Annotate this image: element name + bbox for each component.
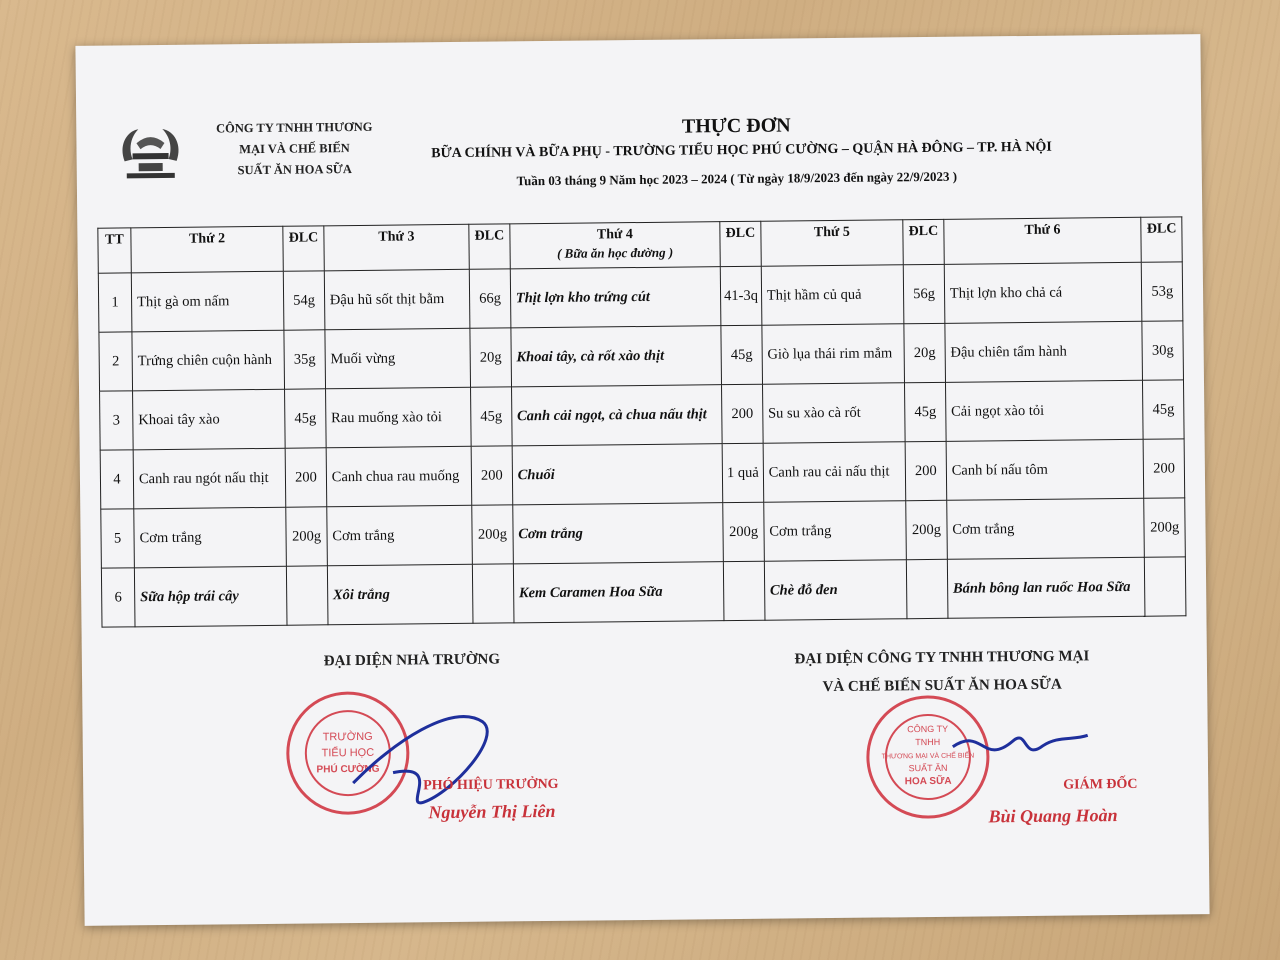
dish-thu6: Bánh bông lan ruốc Hoa Sữa [947, 557, 1145, 618]
dish-thu5: Giò lụa thái rim mắm [762, 324, 905, 384]
dish-thu5: Canh rau cải nấu thịt [763, 442, 906, 502]
dish-thu4: Cơm trắng [512, 503, 723, 564]
dish-thu4: Thịt lợn kho trứng cút [510, 267, 721, 328]
header-dlc: ĐLC [283, 226, 324, 271]
portion-thu2 [287, 566, 328, 625]
dish-thu4: Kem Caramen Hoa Sữa [513, 562, 724, 623]
portion-thu3: 66g [469, 269, 510, 328]
company-signer-role: GIÁM ĐỐC [1063, 776, 1138, 793]
header-thu2: Thứ 2 [131, 226, 284, 273]
portion-thu6 [1145, 557, 1186, 616]
dish-thu3: Rau muống xào tỏi [325, 387, 471, 448]
dish-thu6: Cơm trắng [946, 498, 1144, 559]
portion-thu4 [724, 561, 765, 620]
dish-thu6: Cải ngọt xào tỏi [945, 380, 1143, 441]
svg-text:CÔNG TY: CÔNG TY [907, 723, 949, 735]
portion-thu2: 54g [284, 271, 325, 330]
dish-thu2: Khoai tây xào [133, 389, 286, 450]
school-representative-label: ĐẠI DIỆN NHÀ TRƯỜNG [323, 651, 501, 670]
dish-thu3: Cơm trắng [327, 505, 473, 566]
portion-thu5 [907, 559, 948, 618]
dish-thu2: Sữa hộp trái cây [134, 566, 287, 627]
menu-paper-sheet [75, 34, 1209, 926]
portion-thu4: 45g [721, 325, 762, 384]
company-signature-icon [942, 705, 1093, 787]
week-range: Tuần 03 tháng 9 Năm học 2023 – 2024 ( Từ ngày 18/9/2023 đến ngày 22/9/2023 ) [516, 168, 958, 189]
company-signer-name: Bùi Quang Hoàn [988, 805, 1118, 827]
dish-thu4: Canh cải ngọt, cà chua nấu thịt [511, 385, 722, 446]
dish-thu5: Chè đỗ đen [764, 560, 907, 620]
menu-table [97, 216, 1186, 627]
dish-thu5: Su su xào cà rốt [762, 383, 905, 443]
header-dlc: ĐLC [1141, 217, 1182, 262]
header-dlc: ĐLC [903, 219, 944, 264]
dish-thu3: Xôi trắng [327, 564, 473, 625]
svg-text:SUẤT ĂN: SUẤT ĂN [908, 762, 948, 774]
school-signer-role: PHÓ HIỆU TRƯỞNG [423, 776, 559, 794]
portion-thu5: 200g [906, 500, 947, 559]
portion-thu2: 35g [284, 330, 325, 389]
dish-thu5: Cơm trắng [764, 501, 907, 561]
portion-thu4: 200 [722, 384, 763, 443]
portion-thu6: 53g [1142, 262, 1183, 321]
dish-thu6: Thịt lợn kho chả cá [944, 262, 1142, 323]
header-thu3: Thứ 3 [324, 224, 470, 271]
portion-thu4: 200g [723, 502, 764, 561]
page-subtitle: BỮA CHÍNH VÀ BỮA PHỤ - TRƯỜNG TIỂU HỌC PHÚ CƯỜNG – QUẬN HÀ ĐÔNG – TP. HÀ NỘI [431, 139, 1052, 162]
row-number: 2 [99, 332, 133, 391]
portion-thu5: 200 [905, 441, 946, 500]
svg-text:HOA SỮA: HOA SỮA [904, 775, 952, 788]
svg-text:TIỂU HỌC: TIỂU HỌC [321, 746, 375, 760]
dish-thu6: Canh bí nấu tôm [946, 439, 1144, 500]
dish-thu3: Canh chua rau muống [326, 446, 472, 507]
portion-thu6: 200 [1144, 439, 1185, 498]
dish-thu2: Trứng chiên cuộn hành [132, 330, 285, 391]
dish-thu2: Thịt gà om nấm [131, 271, 284, 332]
portion-thu3 [473, 564, 514, 623]
school-signer-name: Nguyễn Thị Liên [428, 800, 556, 823]
portion-thu6: 200g [1144, 498, 1185, 557]
dish-thu4: Khoai tây, cà rốt xào thịt [511, 326, 722, 387]
header-dlc: ĐLC [720, 221, 761, 266]
row-number: 3 [100, 391, 134, 450]
dish-thu4: Chuối [512, 444, 723, 505]
portion-thu2: 45g [285, 389, 326, 448]
header-thu6: Thứ 6 [944, 217, 1142, 264]
dish-thu3: Muối vừng [325, 328, 471, 389]
dish-thu3: Đậu hũ sốt thịt bằm [324, 269, 470, 330]
svg-text:PHÚ CƯỜNG: PHÚ CƯỜNG [316, 763, 380, 776]
dish-thu2: Cơm trắng [134, 507, 287, 568]
portion-thu4: 1 quả [722, 443, 763, 502]
portion-thu6: 30g [1142, 321, 1183, 380]
portion-thu3: 200g [472, 505, 513, 564]
portion-thu2: 200g [286, 507, 327, 566]
row-number: 4 [100, 450, 134, 509]
dish-thu5: Thịt hầm củ quả [761, 265, 904, 325]
row-number: 1 [98, 273, 132, 332]
dish-thu2: Canh rau ngót nấu thịt [133, 448, 286, 509]
portion-thu3: 45g [471, 387, 512, 446]
portion-thu4: 41-3q [720, 266, 761, 325]
dish-thu6: Đậu chiên tẩm hành [945, 321, 1143, 382]
header-thu4: Thứ 4 ( Bữa ăn học đường ) [510, 222, 721, 269]
portion-thu2: 200 [285, 448, 326, 507]
svg-text:THƯƠNG MẠI VÀ CHẾ BIẾN: THƯƠNG MẠI VÀ CHẾ BIẾN [881, 752, 975, 761]
portion-thu5: 45g [905, 382, 946, 441]
row-number: 6 [101, 568, 135, 627]
company-representative-label: ĐẠI DIỆN CÔNG TY TNHH THƯƠNG MẠI VÀ CHẾ BIẾN SUẤT ĂN HOA SỮA [794, 648, 1090, 696]
portion-thu5: 56g [903, 264, 944, 323]
table-row [101, 557, 1186, 627]
company-logo-icon [116, 123, 185, 184]
page-title: THỰC ĐƠN [681, 114, 791, 138]
svg-text:TNHH: TNHH [915, 736, 941, 748]
company-name: CÔNG TY TNHH THƯƠNG MẠI VÀ CHẾ BIẾN SUẤT ĂN HOA SỮA [216, 119, 373, 178]
portion-thu3: 20g [470, 328, 511, 387]
row-number: 5 [101, 509, 135, 568]
header-thu5: Thứ 5 [761, 220, 904, 266]
portion-thu3: 200 [471, 446, 512, 505]
portion-thu5: 20g [904, 323, 945, 382]
header-thu4-sub: ( Bữa ăn học đường ) [556, 244, 674, 261]
svg-text:TRƯỜNG: TRƯỜNG [322, 730, 373, 744]
header-dlc: ĐLC [469, 224, 510, 269]
header-tt: TT [98, 228, 131, 273]
portion-thu6: 45g [1143, 380, 1184, 439]
